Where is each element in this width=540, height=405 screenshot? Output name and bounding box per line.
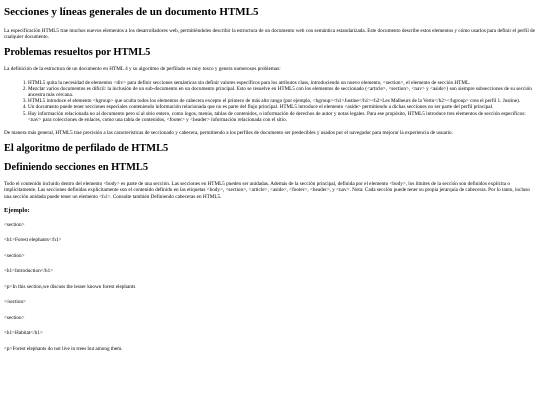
code-line: <section> <box>4 252 25 259</box>
code-line: <h1>Habitat</h1> <box>4 330 43 337</box>
code-line: <section> <box>4 221 25 228</box>
code-example <box>4 222 535 352</box>
section-heading-defining: Definiendo secciones en HTML5 <box>4 162 149 174</box>
section-heading-algorithm: El algoritmo de perfilado de HTML5 <box>4 143 169 155</box>
list-item: 1. HTML5 quita la necesidad de elementos <div> para definir secciones semánticas sin definir valores específicos para los atributos class, introduciendo un nuevo elemento, <section>, el elemento de sección HTML. <box>28 80 535 86</box>
code-line: <p>In this section,we discuss the lesser known forest elephants <box>4 283 136 290</box>
page-title: Secciones y líneas generales de un documento HTML5 <box>4 6 259 18</box>
problems-list <box>4 80 535 123</box>
code-line: </section> <box>4 299 26 306</box>
defining-paragraph: Todo el contenido incluido dentro del elemento <body> es parte de una sección. Las secciones en HTML5 pueden ser anidadas. Además de la sección principal, definida por el elemento <body>, los límites de la sección son definidos explícita o implícitamente. Las secciones definidas explícitamente son el contenido definido en las etiquetas <body>, <section>, <article>, <aside>, <footer>, <header>, y <nav>. Nota: Cada sección puede tener su propia jerarquía de cabeceras. Por lo tanto, incluso una sección anidada puede tener un elemento <h1>. Consulte también Definiendo cabeceras en HTML5. <box>4 181 530 200</box>
intro-paragraph: La especificación HTML5 trae muchos nuevos elementos a los desarrolladores web, permitiéndoles describir la estructura de un documento web con semántica estandarizada. Este documento describe estos elementos y cómo usarlos para definir el perfil de cualquier documento. <box>4 28 535 41</box>
list-item: 2. Mezclar varios documentos es difícil: la inclusión de un sub-documento en un documento principal. Esto se resuelve en HTML5 con los elementos de seccionado (<article>, <section>, <nav> y <aside>) son siempre subsecciones de su sección ancestra más cercana. <box>28 86 535 98</box>
list-item: 3. HTML5 introduce el elemento <hgroup> que oculta todos los elementos de cabecera excepto el primero de más alto rango (por ejemplo, <hgroup><h1>Justine</h1><h2>Les Malheurs de la Vertu</h2></hgroup> crea el perfil 1. Justine). <box>28 98 535 104</box>
section-heading-problems: Problemas resueltos por HTML5 <box>4 47 151 59</box>
code-line: <h1>Forest elephants</h1> <box>4 237 62 244</box>
problems-summary-paragraph: De manera más general, HTML5 trae precisión a las características de seccionado y cabecera, permitiendo a los perfiles de documento ser predecibles y usados por el navegador para mejorar la experiencia de usuario. <box>4 130 453 137</box>
list-item: 4. Un documento puede tener secciones especiales conteniendo información relacionada que no es parte del flujo principal. HTML5 introduce el elemento <aside> permitiendo a dichas secciones no ser parte del perfil principal. <box>28 104 535 110</box>
code-line: <h1>Introduction</h1> <box>4 268 54 275</box>
code-line: <section> <box>4 314 25 321</box>
problems-intro-paragraph: La definición de la estructura de un documento en HTML 4 y su algoritmo de perfilado es muy tosco y genera numerosos problemas: <box>4 66 281 73</box>
example-heading: Ejemplo: <box>4 206 30 214</box>
code-line: <p>Forest elephants do not live in trees but among them. <box>4 345 123 352</box>
list-item: 5. Hay información relacionada no al documento pero sí al sitio entero, como logos, menús, tablas de contenidos, o información de derechos de autor y notas legales. Para ese propósito, HTML5 introduce tres elementos de sección específicos: <nav> para colecciones de enlaces, como una tabla de contenidos, <footer> y <header> información relacionada con el sitio. <box>28 111 535 123</box>
